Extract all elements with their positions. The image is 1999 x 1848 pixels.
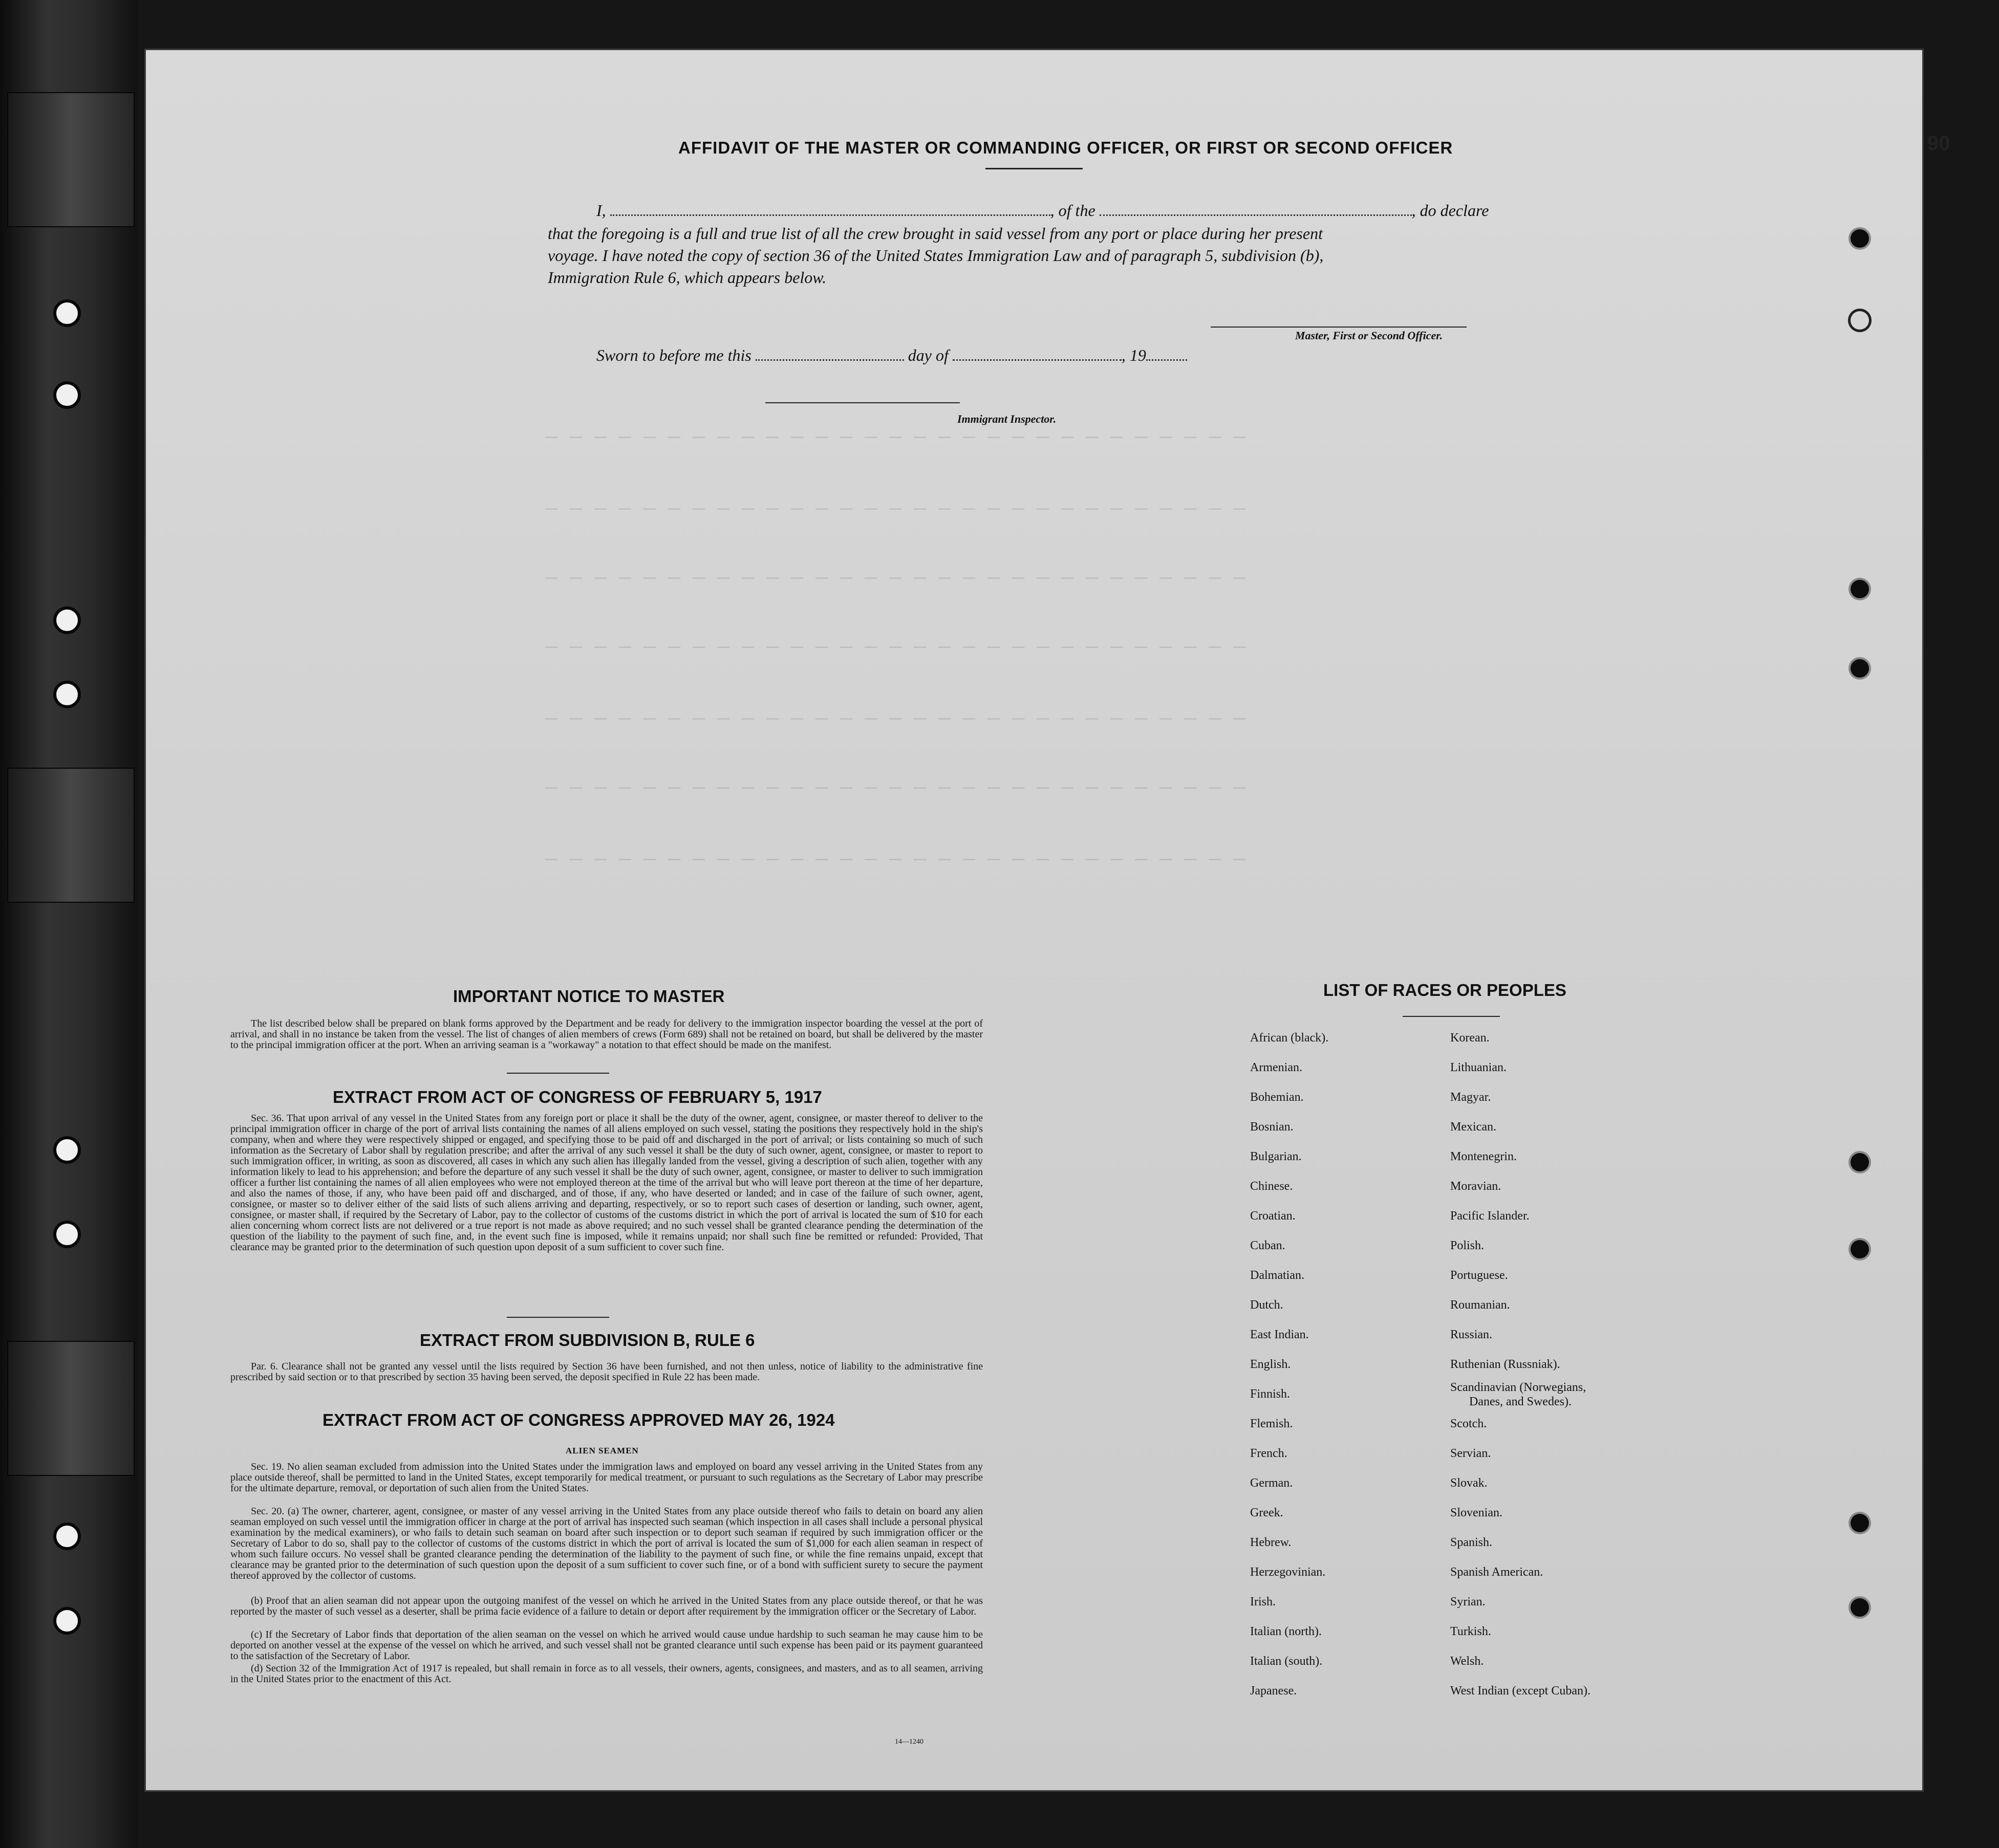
section-rule — [507, 1073, 609, 1074]
extract-1917-text: Sec. 36. That upon arrival of any vessel in the United States from any foreign port or place it shall be the duty of the owner, agent, consignee, or master thereof to deliver to the principal immigration officer in charge of the port of arrival lists containing the names of all aliens employed on such vessel, stating the positions they respectively hold in the ship's company, when and where they were respectively shipped or engaged, and specifying those to be paid off and discharged in the port of arrival; or lists containing so much of such information as the Secretary of Labor shall by regulation prescribe; and after the arrival of any such vessel it shall be the duty of such owner, agent, consignee, or master to report to such immigration officer, in writing, as soon as discovered, all cases in which any such alien has illegally landed from the vessel, giving a description of such alien, together with any information likely to lead to his apprehension; and before the departure of any such vessel it shall be the duty of such owner, agent, consignee, or master to deliver to such immigration officer a further list containing the names of all alien employees who were not employed thereon at the time of the arrival but who will leave port thereon at the time of her departure, and also the names of those, if any, who have been paid off and discharged, and of those, if any, who have deserted or landed; and in case of the failure of such owner, agent, consignee, or master so to deliver either of the said lists of such aliens arriving and departing, respectively, or so to report such cases of desertion or landing, such owner, agent, consignee, or master shall, if required by the Secretary of Labor, pay to the collector of customs of the customs district in which the port of arrival is located the sum of $10 for each alien concerning whom correct lists are not delivered or a true report is not made as above required; and no such vessel shall be granted clearance pending the determination of the question of the liability to the payment of such fine, and, in the event such fine is imposed, while it remains unpaid; nor shall such fine be remitted or refunded: Provided, That clearance may be granted prior to the determination of such question upon deposit of a sum sufficient to cover such fine. — [230, 1113, 983, 1253]
affidavit-declare-label: , do declare — [1411, 201, 1489, 220]
binder-hole — [53, 1607, 81, 1635]
notice-text: The list described below shall be prepared on blank forms approved by the Department and be ready for delivery to the immigration inspector boarding the vessel at the port of arrival, and shall in no instance be taken from the vessel. The list of changes of alien members of crews (Form 689) shall not be retained on board, but shall be delivered by the master to the principal immigration officer at the port. When an arriving seaman is a "workaway" a notation to that effect should be made on the manifest. — [230, 1018, 983, 1051]
race-left-item: African (black). — [1250, 1031, 1329, 1045]
extract-1924-sec20c: (c) If the Secretary of Labor finds that deportation of the alien seaman on the vessel on which he arrived would cause undue hardship to such seaman he may cause him to be deported on another vessel at the expense of the vessel on which he arrived, and such vessel shall not be granted clearance until such expense has been paid or its payment guaranteed to the satisfaction of the Secretary of Labor. — [230, 1629, 983, 1662]
races-title-rule — [1403, 1016, 1500, 1017]
race-left-item: Bosnian. — [1250, 1120, 1294, 1134]
binder-hole — [53, 681, 81, 708]
binder-hole — [53, 606, 81, 634]
race-left-item: Italian (north). — [1250, 1625, 1322, 1638]
affidavit-of-the-label: , of the — [1050, 201, 1095, 220]
binder-hole — [53, 1136, 81, 1164]
race-left-item: Chinese. — [1250, 1180, 1293, 1193]
race-right-item: Magyar. — [1450, 1091, 1491, 1104]
affidavit-title: AFFIDAVIT OF THE MASTER OR COMMANDING OFFICER, OR FIRST OR SECOND OFFICER — [678, 138, 1453, 157]
sworn-prefix: Sworn to before me this — [596, 346, 751, 364]
race-right-item: Spanish. — [1450, 1536, 1493, 1549]
race-left-item: East Indian. — [1250, 1328, 1309, 1341]
title-rule — [985, 168, 1083, 169]
master-signature-line — [1211, 327, 1467, 328]
race-right-item: Polish. — [1450, 1239, 1485, 1252]
race-left-item: Dutch. — [1250, 1298, 1283, 1312]
race-left-item: Hebrew. — [1250, 1536, 1292, 1549]
race-left-item: Bohemian. — [1250, 1091, 1304, 1104]
race-right-item: Pacific Islander. — [1450, 1209, 1530, 1223]
race-left-item: German. — [1250, 1476, 1293, 1490]
affidavit-i-label: I, — [596, 201, 606, 220]
punch-hole — [1851, 229, 1869, 248]
binder-strip — [0, 0, 138, 1848]
binder-strap — [7, 768, 135, 903]
race-right-item: Roumanian. — [1450, 1298, 1510, 1312]
race-right-item: Korean. — [1450, 1031, 1490, 1045]
binder-hole — [53, 299, 81, 327]
sworn-year-blank — [1146, 357, 1187, 361]
form-code: 14—1240 — [895, 1738, 923, 1746]
extract-1924-sec19: Sec. 19. No alien seaman excluded from admission into the United States under the immigration laws and employed on board any vessel arriving in the United States from any place outside thereof, shall be permitted to land in the United States, except temporarily for medical treatment, or pursuant to such regulations as the Secretary of Labor may prescribe for the ultimate departure, removal, or deportation of such alien from the United States. — [230, 1461, 983, 1494]
race-left-item: Greek. — [1250, 1506, 1283, 1519]
sworn-day-blank — [756, 357, 904, 361]
vessel-name-blank — [1100, 212, 1412, 216]
race-left-item: Irish. — [1250, 1595, 1276, 1608]
race-right-item: Moravian. — [1450, 1180, 1501, 1193]
extract-rule6-text: Par. 6. Clearance shall not be granted any vessel until the lists required by Section 36 have been furnished, and not then unless, notice of liability to the administrative fine prescribed by said section or to that prescribed by section 35 having been served, the deposit specified in Rule 22 has been made. — [230, 1361, 983, 1383]
master-signature-label: Master, First or Second Officer. — [1295, 329, 1443, 342]
extract-1924-sec20b: (b) Proof that an alien seaman did not appear upon the outgoing manifest of the vessel on which he arrived in the United States from any place outside thereof, or that he was reported by the master of such vessel as a deserter, shall be prima facie evidence of a failure to detain or deport after requirement by the immigration officer or the Secretary of Labor. — [230, 1595, 983, 1617]
binder-strap — [7, 92, 135, 227]
extract-1924-sec20d: (d) Section 32 of the Immigration Act of 1917 is repealed, but shall remain in force as to all vessels, their owners, agents, consignees, and masters, and as to all seamen, arriving in the United States prior to the enactment of this Act. — [230, 1663, 983, 1685]
races-title: LIST OF RACES OR PEOPLES — [1323, 981, 1566, 999]
punch-hole — [1851, 311, 1869, 330]
race-left-item: Japanese. — [1250, 1684, 1297, 1698]
affidavit-line-2: that the foregoing is a full and true list of all the crew brought in said vessel from any port or place during her present — [548, 224, 1323, 243]
sworn-year-label: , 19 — [1121, 346, 1146, 364]
punch-hole — [1851, 1240, 1869, 1258]
sworn-line — [596, 346, 1187, 365]
race-left-item: English. — [1250, 1358, 1291, 1371]
inspector-label: Immigrant Inspector. — [957, 412, 1057, 425]
punch-hole — [1851, 580, 1869, 598]
binder-hole — [53, 1523, 81, 1550]
inspector-signature-line — [765, 402, 960, 403]
race-right-item: Slovenian. — [1450, 1506, 1502, 1519]
affidavit-line-4: Immigration Rule 6, which appears below. — [548, 268, 827, 287]
race-right-item: Syrian. — [1450, 1595, 1486, 1608]
race-right-item: Servian. — [1450, 1447, 1491, 1460]
punch-hole — [1851, 659, 1869, 678]
affidavit-line-3: voyage. I have noted the copy of section 36 of the United States Immigration Law and of paragraph 5, subdivision (b), — [548, 246, 1324, 265]
binder-strap — [7, 1341, 135, 1476]
punch-hole — [1851, 1514, 1869, 1532]
manifest-page — [144, 49, 1950, 1792]
race-right-item: Portuguese. — [1450, 1269, 1508, 1282]
race-right-item: Scotch. — [1450, 1417, 1487, 1430]
show-through-texture: — — — — — — — — — — — — — — — — — — — — — — — — — — — — — — — — — — — — — — — — — — — — — — — — — — — — — — — — — — — — — — — — — — — — — — — — — — — — — — — — — — — — — — — — — — — — — — — — — — — — — — — — — — — — — — — — — — — — — — — — — — — — — — — — — — — — — — — — — — — — — — — — — — — — — — — — — — — — — — — — — — — — — — — — — — — — — — — — — — — — — — — — — — — — — — — — — — — — — — — — — — — — [545, 426, 1246, 872]
race-left-item: Finnish. — [1250, 1387, 1291, 1401]
race-right-item: Lithuanian. — [1450, 1061, 1507, 1074]
extract-rule6-title: EXTRACT FROM SUBDIVISION B, RULE 6 — [420, 1331, 755, 1350]
sworn-day-of-label: day of — [908, 346, 949, 364]
race-right-item: Welsh. — [1450, 1655, 1484, 1668]
alien-seamen-heading: ALIEN SEAMEN — [566, 1446, 639, 1455]
race-right-item: Danes, and Swedes). — [1469, 1395, 1572, 1408]
race-right-item: Ruthenian (Russniak). — [1450, 1358, 1560, 1371]
race-left-item: Italian (south). — [1250, 1655, 1323, 1668]
race-left-item: Armenian. — [1250, 1061, 1302, 1074]
section-rule — [507, 1317, 609, 1318]
race-right-item: Mexican. — [1450, 1120, 1496, 1134]
race-left-item: Cuban. — [1250, 1239, 1285, 1252]
race-left-item: Herzegovinian. — [1250, 1566, 1326, 1579]
race-right-item: Slovak. — [1450, 1476, 1488, 1490]
punch-hole — [1851, 1598, 1869, 1617]
race-right-item: Russian. — [1450, 1328, 1493, 1341]
page-number: 90 — [1927, 132, 1950, 155]
race-right-item: Turkish. — [1450, 1625, 1491, 1638]
race-right-item: Scandinavian (Norwegians, — [1450, 1381, 1586, 1394]
notice-title: IMPORTANT NOTICE TO MASTER — [453, 987, 725, 1006]
sworn-month-blank — [953, 357, 1122, 361]
race-right-item: Montenegrin. — [1450, 1150, 1517, 1163]
binder-hole — [53, 1221, 81, 1248]
race-right-item: West Indian (except Cuban). — [1450, 1684, 1590, 1698]
race-left-item: Bulgarian. — [1250, 1150, 1302, 1163]
race-right-item: Spanish American. — [1450, 1566, 1543, 1579]
affidavit-declaration-line — [596, 201, 1489, 220]
race-left-item: Flemish. — [1250, 1417, 1293, 1430]
race-left-item: Dalmatian. — [1250, 1269, 1304, 1282]
race-left-item: French. — [1250, 1447, 1287, 1460]
extract-1917-title: EXTRACT FROM ACT OF CONGRESS OF FEBRUARY 5, 1917 — [333, 1088, 822, 1106]
binder-hole — [53, 381, 81, 409]
extract-1924-sec20a: Sec. 20. (a) The owner, charterer, agent, consignee, or master of any vessel arriving in the United States from any place outside thereof who fails to detain on board any alien seaman employed on such vessel until the immigration officer in charge at the port of arrival has inspected such seaman (which inspection in all cases shall include a personal physical examination by the medical examiners), or who fails to detain such seaman on board after such inspection or to deport such seaman if required by such immigration officer or the Secretary of Labor to do so, shall pay to the collector of customs of the customs district in which the port of arrival is located the sum of $1,000 for each alien seaman in respect of whom such failure occurs. No vessel shall be granted clearance pending the determination of the liability to the payment of such fine, or while the fine remains unpaid, except that clearance may be granted prior to the determination of such question upon the deposit of a sum sufficient to cover such fine, or of a bond with sufficient surety to secure the payment thereof approved by the collector of customs. — [230, 1506, 983, 1581]
punch-hole — [1851, 1153, 1869, 1171]
race-left-item: Croatian. — [1250, 1209, 1296, 1223]
officer-name-blank — [610, 212, 1050, 216]
extract-1924-title: EXTRACT FROM ACT OF CONGRESS APPROVED MAY 26, 1924 — [323, 1410, 835, 1429]
